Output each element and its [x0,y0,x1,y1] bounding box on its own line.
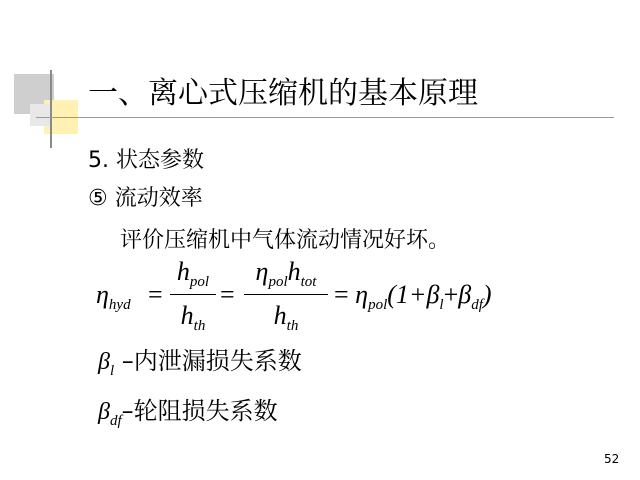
slide-title: 一、离心式压缩机的基本原理 [88,76,478,111]
decor-horizontal-line [36,117,614,118]
eta-hyd: $\eta_{hyd}$ [96,280,131,313]
page-number: 52 [604,452,620,466]
description-text: 评价压缩机中气体流动情况好坏。 [120,228,451,253]
subsection-heading: ⑤ 流动效率 [88,186,203,211]
decor-vertical-line [50,70,52,148]
definition-beta-df: $\beta_{df}-$轮阻损失系数 [98,397,278,429]
decor-square-light [30,104,52,126]
equals-2: = [220,280,235,309]
definition-beta-l: $\beta_l$ –内泄漏损失系数 [98,347,302,379]
equals-1: = [148,280,163,309]
eta-pol-expansion: = $\eta_{pol}(1+\beta_l+\beta_{df})$ [334,280,492,313]
section-heading: 5. 状态参数 [88,148,204,173]
